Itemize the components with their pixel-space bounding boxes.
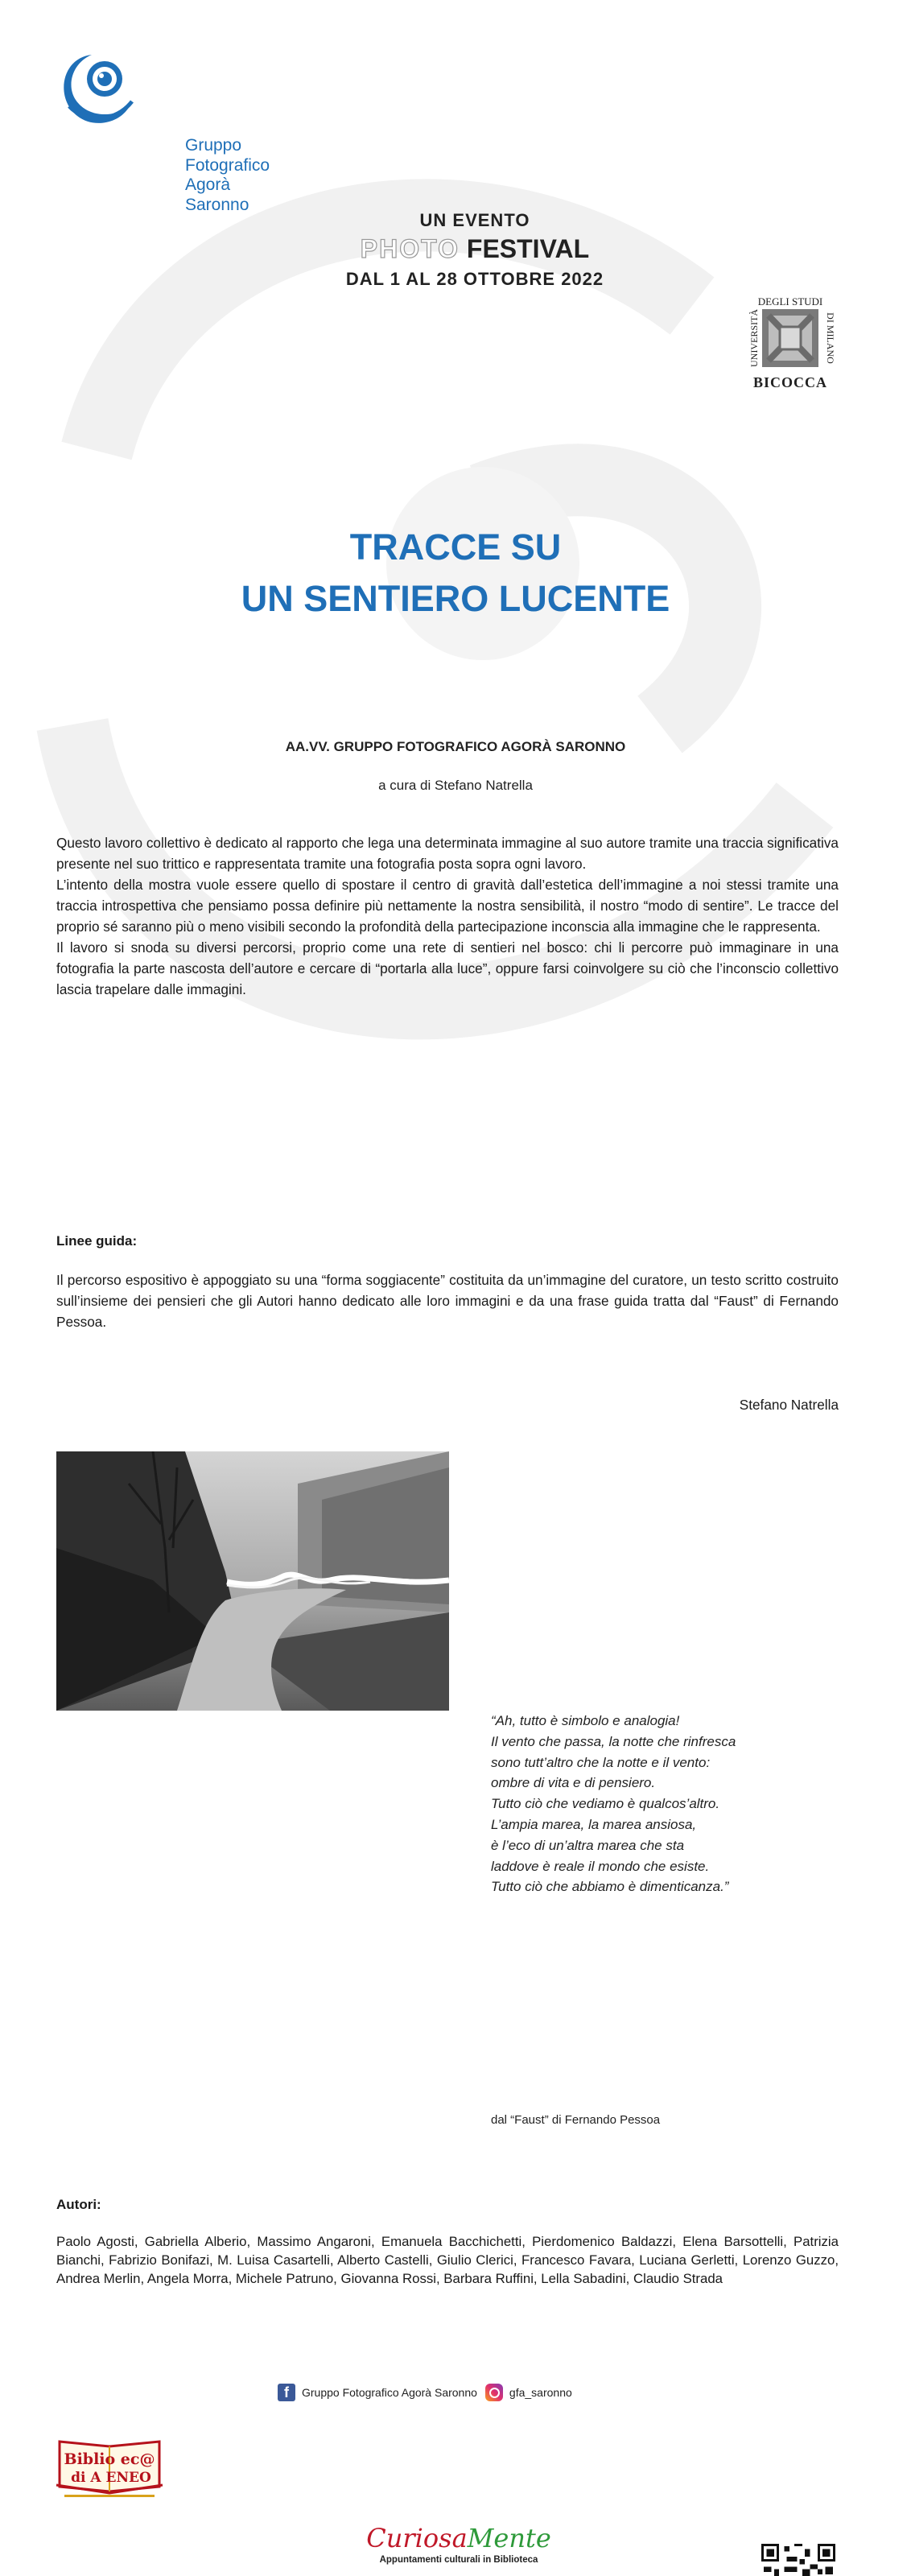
instagram-handle[interactable]: gfa_saronno — [509, 2386, 572, 2400]
mente-word: Mente — [467, 2523, 551, 2554]
event-label: UN EVENTO — [419, 210, 530, 230]
bicocca-universita: UNIVERSITÀ — [748, 309, 760, 367]
curator-photo — [56, 1451, 449, 1711]
social-links — [278, 2383, 911, 2402]
biblio-subtitle: di A ENEO — [71, 2470, 151, 2487]
festival-name — [322, 234, 628, 264]
quote-line: sono tutt’altro che la notte e il vento: — [491, 1754, 711, 1770]
guidelines-heading: Linee guida: — [56, 1233, 138, 1249]
biblioteca-ateneo-logo — [53, 2435, 166, 2501]
body-paragraph: Questo lavoro collettivo è dedicato al rapporto che lega una determinata immagine al suo autore tramite una traccia significativa presente nel suo trittico e rappresentata tramite una fotografia posta sopra ogni lavoro. — [56, 835, 839, 872]
facebook-icon[interactable]: f — [278, 2384, 295, 2401]
gfa-eye-logo — [53, 50, 134, 130]
bicocca-degli-studi: DEGLI STUDI — [757, 295, 823, 308]
org-name-line: Gruppo — [185, 136, 242, 155]
curiosamente-subtitle: Appuntamenti culturali in Biblioteca — [379, 2555, 538, 2566]
org-name-line: Agorà — [185, 175, 231, 194]
quote-line: “Ah, tutto è simbolo e analogia! — [491, 1713, 680, 1728]
pessoa-quote — [491, 1711, 813, 1897]
quote-line: è l’eco di un’altra marea che sta — [491, 1837, 685, 1853]
curiosamente-logo — [354, 2523, 563, 2565]
description-body — [56, 832, 839, 1000]
quote-source: dal “Faust” di Fernando Pessoa — [491, 2113, 661, 2128]
page-title — [0, 524, 911, 622]
authors-heading: Autori: — [56, 2197, 101, 2213]
bicocca-name: BICOCCA — [752, 374, 828, 390]
quote-line: L’ampia marea, la marea ansiosa, — [491, 1816, 697, 1832]
title-line: UN SENTIERO LUCENTE — [241, 578, 670, 619]
quote-line: Tutto ciò che abbiamo è dimenticanza.” — [491, 1879, 729, 1895]
biblio-title: Biblio ec@ — [64, 2450, 155, 2469]
body-paragraph: Il lavoro si snoda su diversi percorsi, proprio come una rete di sentieri nel bosco: chi li percorre può immaginare in una fotografia la parte nascosta dell’autore e cercare di “portarla alla luce”, oppure farsi coinvolgere su ciò che l’inconscio collettivo lascia trapelare dalle immagini. — [56, 939, 839, 997]
body-paragraph: L’intento della mostra vuole essere quello di spostare il centro di gravità dall’estetica dell’immagine a noi stessi tramite una traccia introspettiva che pensiamo possa definire più nettamente la nostra sensibilità, il nostro “modo di sentire”. Le tracce del proprio sé saranno più o meno visibili secondo la profondità della partecipazione inconscia alla immagine che le rappresenta. — [56, 877, 839, 935]
org-name-line: Fotografico — [185, 155, 270, 175]
event-heading — [322, 210, 628, 290]
title-line: TRACCE SU — [349, 526, 562, 568]
curiosa-word: Curiosa — [366, 2523, 468, 2554]
facebook-handle[interactable]: Gruppo Fotografico Agorà Saronno — [302, 2386, 477, 2400]
bicocca-university-logo — [744, 293, 839, 391]
signature: Stefano Natrella — [739, 1397, 839, 1413]
authors-list: Paolo Agosti, Gabriella Alberio, Massimo Angaroni, Emanuela Bacchichetti, Pierdomenico Baldazzi, Elena Barsottelli, Patrizia Bianchi, Fabrizio Bonifazi, M. Luisa Casartelli, Alberto Castelli, Giulio Clerici, Francesco Favara, Luciana Gerletti, Lorenzo Guzzo, Andrea Merlin, Angela Morra, Michele Patruno, Giovanna Rossi, Barbara Ruffini, Lella Sabadini, Claudio Strada — [56, 2234, 839, 2287]
event-dates: DAL 1 AL 28 OTTOBRE 2022 — [345, 269, 604, 289]
quote-line: ombre di vita e di pensiero. — [491, 1775, 656, 1791]
quote-line: laddove è reale il mondo che esiste. — [491, 1858, 710, 1874]
instagram-icon[interactable] — [485, 2384, 503, 2401]
curiosamente-title — [354, 2523, 563, 2553]
festival-photo-word: PHOTO — [360, 234, 460, 263]
org-name-line: Saronno — [185, 195, 249, 214]
qr-code[interactable] — [761, 2544, 835, 2576]
festival-word: FESTIVAL — [466, 234, 590, 263]
quote-line: Il vento che passa, la notte che rinfresca — [491, 1733, 736, 1749]
subtitle: AA.VV. GRUPPO FOTOGRAFICO AGORÀ SARONNO — [285, 739, 626, 754]
curator-line: a cura di Stefano Natrella — [378, 778, 533, 793]
bicocca-di-milano: DI MILANO — [825, 312, 836, 364]
quote-line: Tutto ciò che vediamo è qualcos’altro. — [491, 1796, 720, 1812]
guidelines-text: Il percorso espositivo è appoggiato su una “forma soggiacente” costituita da un’immagine del curatore, un testo scritto costruito sull’insieme dei pensieri che gli Autori hanno dedicato alle loro immagini e da una frase guida tratta dal “Faust” di Fernando Pessoa. — [56, 1272, 839, 1330]
org-name — [185, 136, 911, 215]
